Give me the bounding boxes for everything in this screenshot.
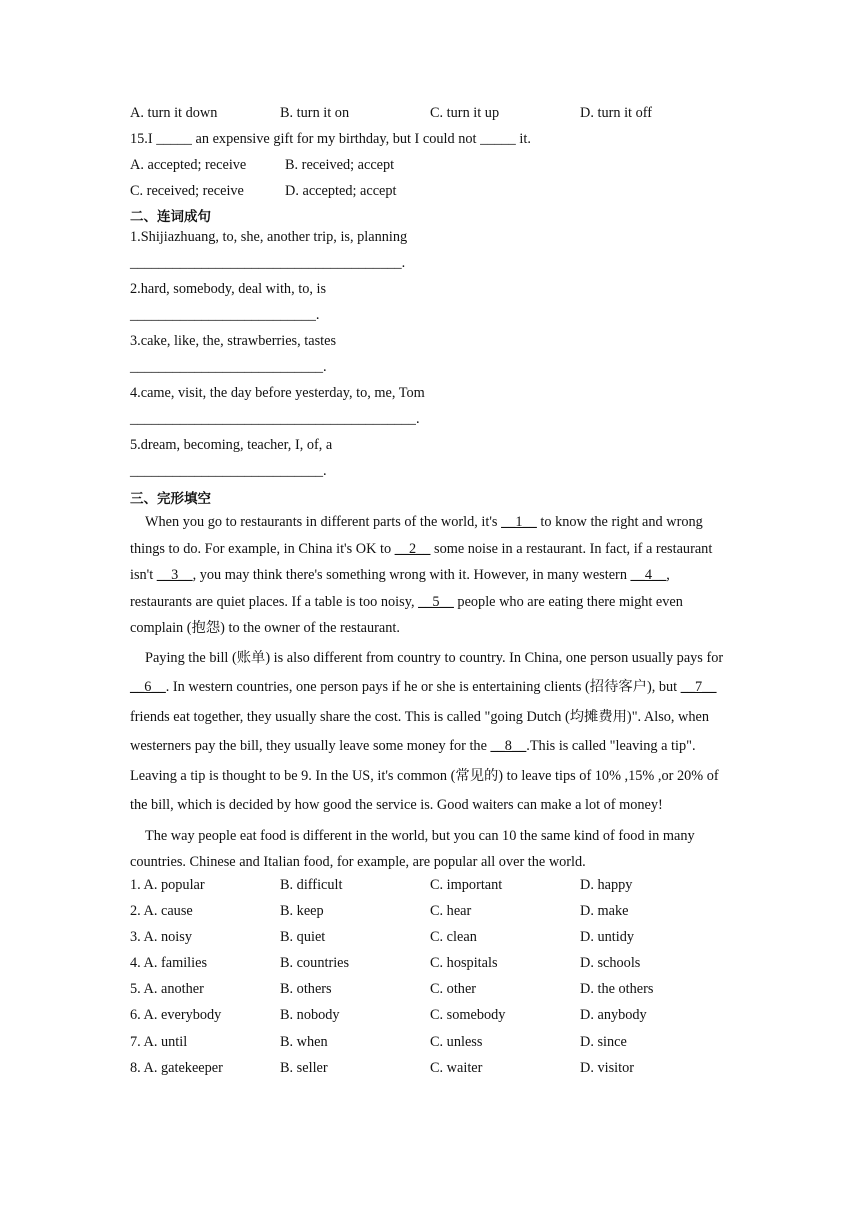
blank-7: __7__ <box>680 679 717 695</box>
text-run: people who are eating there might even complain (抱怨) to the owner of the restaurant. <box>130 593 683 636</box>
option-d: D. accepted; accept <box>285 183 397 199</box>
choice-row-6 <box>130 1005 735 1031</box>
section2-item2-prompt: 2.hard, somebody, deal with, to, is <box>130 281 327 297</box>
q15-options-row2 <box>130 181 735 207</box>
text-run: friends eat together, they usually share the cost. This is called "going Dutch (均摊费用)". Also, when westerners pay the bill, they usually leave some money for the <box>130 708 710 754</box>
option-b: B. received; accept <box>285 157 395 173</box>
choice-row-1 <box>130 875 735 901</box>
choice-d: D. visitor <box>580 1059 635 1076</box>
choice-d: D. since <box>580 1033 627 1050</box>
section2-heading: 二、连词成句 <box>130 209 211 225</box>
section2-item5-answer-line: ___________________________. <box>130 463 327 479</box>
choice-b: B. quiet <box>280 928 326 945</box>
text-run: When you go to restaurants in different parts of the world, it's <box>145 514 502 530</box>
choice-b: B. keep <box>280 902 324 919</box>
choice-b: B. when <box>280 1033 328 1050</box>
blank-6: __6__ <box>130 679 166 695</box>
choice-a: 4. A. families <box>130 955 208 972</box>
choice-a: 5. A. another <box>130 981 204 998</box>
choice-row-2 <box>130 901 735 927</box>
choice-b: B. seller <box>280 1059 328 1076</box>
text-run: . In western countries, one person pays if he or she is entertaining clients (招待客户), but <box>165 679 681 695</box>
choice-row-8 <box>130 1058 735 1084</box>
choice-a: 6. A. everybody <box>130 1007 222 1024</box>
section2-item1-answer-line: ______________________________________. <box>130 255 406 271</box>
section2-item4-answer-line: ________________________________________. <box>130 411 420 427</box>
option-a: A. accepted; receive <box>130 157 247 173</box>
option-a: A. turn it down <box>130 105 218 121</box>
section3-heading: 三、完形填空 <box>130 491 211 507</box>
section2-item2-answer-line: __________________________. <box>130 307 320 323</box>
blank-2: __2__ <box>394 540 431 557</box>
option-b: B. turn it on <box>280 105 350 121</box>
choice-a: 3. A. noisy <box>130 928 192 945</box>
choice-row-7 <box>130 1032 735 1058</box>
choice-b: B. countries <box>280 955 350 972</box>
blank-1: __1__ <box>501 514 537 530</box>
cloze-paragraph-2 <box>130 644 735 821</box>
choice-a: 1. A. popular <box>130 876 205 893</box>
choice-d: D. happy <box>580 876 633 893</box>
choice-c: C. hospitals <box>430 955 498 972</box>
q14-options <box>130 103 735 129</box>
section2-item5-prompt: 5.dream, becoming, teacher, I, of, a <box>130 437 333 453</box>
choice-b: B. others <box>280 981 332 998</box>
choice-c: C. hear <box>430 902 472 919</box>
q15-options-row1 <box>130 155 735 181</box>
text-run: to know the right and wrong things to do. For example, in China it's OK to <box>130 514 703 557</box>
text-run: , restaurants are quiet places. If a table is too noisy, <box>130 567 670 610</box>
text-run: some noise in a restaurant. In fact, if a restaurant isn't <box>130 540 713 583</box>
text-run: , you may think there's something wrong with it. However, in many western <box>192 567 631 583</box>
section2-item3-prompt: 3.cake, like, the, strawberries, tastes <box>130 333 337 349</box>
choice-c: C. somebody <box>430 1007 506 1024</box>
text-run: .This is called "leaving a tip". Leaving a tip is thought to be 9. In the US, it's common (常见的) to leave tips of 10% ,15% ,or 20% of the bill, which is decided by how good the service is. Good waiters can make a lot of money! <box>130 738 719 813</box>
choice-d: D. untidy <box>580 928 635 945</box>
choice-a: 8. A. gatekeeper <box>130 1059 223 1076</box>
choice-a: 2. A. cause <box>130 902 193 919</box>
choice-c: C. unless <box>430 1033 483 1050</box>
choice-d: D. make <box>580 902 629 919</box>
blank-4: __4__ <box>630 567 667 583</box>
option-d: D. turn it off <box>580 105 653 121</box>
choice-c: C. waiter <box>430 1059 483 1076</box>
choice-row-5 <box>130 979 735 1005</box>
section2-item3-answer-line: ___________________________. <box>130 359 327 375</box>
choice-row-4 <box>130 953 735 979</box>
option-c: C. received; receive <box>130 183 244 199</box>
option-c: C. turn it up <box>430 105 500 121</box>
choice-row-3 <box>130 927 735 953</box>
choice-d: D. schools <box>580 955 641 972</box>
blank-3: __3__ <box>156 567 193 583</box>
choice-b: B. nobody <box>280 1007 340 1024</box>
cloze-paragraph-1 <box>130 509 735 642</box>
choice-d: D. anybody <box>580 1007 647 1024</box>
section2-item4-prompt: 4.came, visit, the day before yesterday, to, me, Tom <box>130 385 425 401</box>
choice-c: C. other <box>430 981 477 998</box>
cloze-choices <box>130 875 735 1085</box>
choice-c: C. important <box>430 876 503 893</box>
text-run: Paying the bill (账单) is also different from country to country. In China, one person usually pays for <box>145 649 724 666</box>
section2-item1-prompt: 1.Shijiazhuang, to, she, another trip, is, planning <box>130 229 408 245</box>
document-content <box>130 103 735 1084</box>
blank-5: __5__ <box>418 593 454 610</box>
cloze-paragraph-3: The way people eat food is different in the world, but you can 10 the same kind of food in many countries. Chinese and Italian food, for example, are popular all over the world. <box>130 827 695 870</box>
choice-b: B. difficult <box>280 876 343 893</box>
blank-8: __8__ <box>490 738 527 754</box>
choice-c: C. clean <box>430 928 477 945</box>
choice-a: 7. A. until <box>130 1033 188 1050</box>
choice-d: D. the others <box>580 981 654 998</box>
q15-stem: 15.I _____ an expensive gift for my birthday, but I could not _____ it. <box>130 131 531 147</box>
